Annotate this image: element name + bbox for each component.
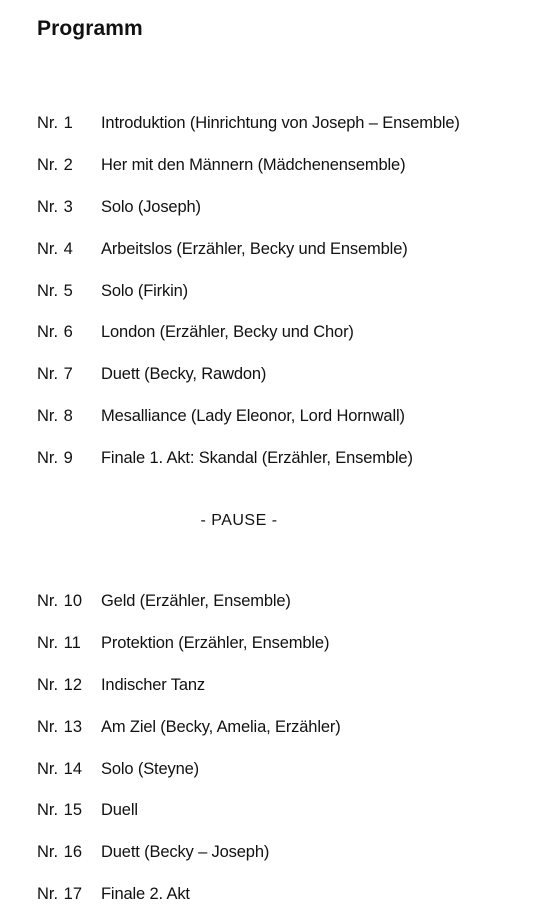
program-item [37, 145, 547, 187]
item-title: Finale 2. Akt [101, 884, 190, 903]
item-title: Indischer Tanz [101, 675, 205, 694]
item-number: Nr. 3 [37, 197, 73, 216]
item-title: Solo (Firkin) [101, 281, 188, 300]
program-item [37, 748, 547, 790]
item-number: Nr. 17 [37, 884, 83, 903]
item-title: Duett (Becky – Joseph) [101, 843, 270, 862]
item-title: Duell [101, 801, 138, 820]
item-number: Nr. 15 [37, 801, 83, 820]
item-title: Her mit den Männern (Mädchenensemble) [101, 156, 406, 175]
program-item [37, 228, 547, 270]
item-number: Nr. 14 [37, 759, 83, 778]
item-number: Nr. 16 [37, 843, 83, 862]
item-number: Nr. 6 [37, 323, 73, 342]
program-item [37, 581, 547, 623]
item-title: Mesalliance (Lady Eleonor, Lord Hornwall) [101, 406, 405, 425]
item-number: Nr. 10 [37, 592, 83, 611]
item-title: Duett (Becky, Rawdon) [101, 365, 267, 384]
item-number: Nr. 5 [37, 281, 73, 300]
item-number: Nr. 12 [37, 675, 83, 694]
program-item [37, 874, 547, 916]
item-number: Nr. 9 [37, 448, 73, 467]
program-item [37, 790, 547, 832]
item-title: Introduktion (Hinrichtung von Joseph – Ensemble) [101, 114, 460, 133]
program-item [37, 312, 547, 354]
page-title: Programm [37, 17, 143, 40]
item-number: Nr. 13 [37, 717, 83, 736]
program-item [37, 665, 547, 707]
program-item [37, 396, 547, 438]
item-title: Geld (Erzähler, Ensemble) [101, 592, 291, 611]
item-title: London (Erzähler, Becky und Chor) [101, 323, 354, 342]
pause-label: - PAUSE - [200, 512, 278, 529]
item-number: Nr. 4 [37, 239, 73, 258]
item-title: Finale 1. Akt: Skandal (Erzähler, Ensemble) [101, 448, 413, 467]
program-item [37, 437, 547, 479]
item-number: Nr. 2 [37, 156, 73, 175]
item-title: Arbeitslos (Erzähler, Becky und Ensemble) [101, 239, 408, 258]
program-item [37, 187, 547, 229]
program-item [37, 103, 547, 145]
item-number: Nr. 11 [37, 634, 81, 653]
program-item [37, 354, 547, 396]
program-item [37, 270, 547, 312]
item-number: Nr. 8 [37, 406, 73, 425]
item-title: Solo (Joseph) [101, 197, 201, 216]
item-title: Am Ziel (Becky, Amelia, Erzähler) [101, 717, 341, 736]
act-2-list [37, 581, 547, 915]
program-item [37, 706, 547, 748]
item-title: Solo (Steyne) [101, 759, 200, 778]
program-item [37, 832, 547, 874]
act-1-list [37, 103, 547, 479]
program-item [37, 623, 547, 665]
item-number: Nr. 7 [37, 365, 73, 384]
item-title: Protektion (Erzähler, Ensemble) [101, 634, 330, 653]
item-number: Nr. 1 [37, 114, 73, 133]
